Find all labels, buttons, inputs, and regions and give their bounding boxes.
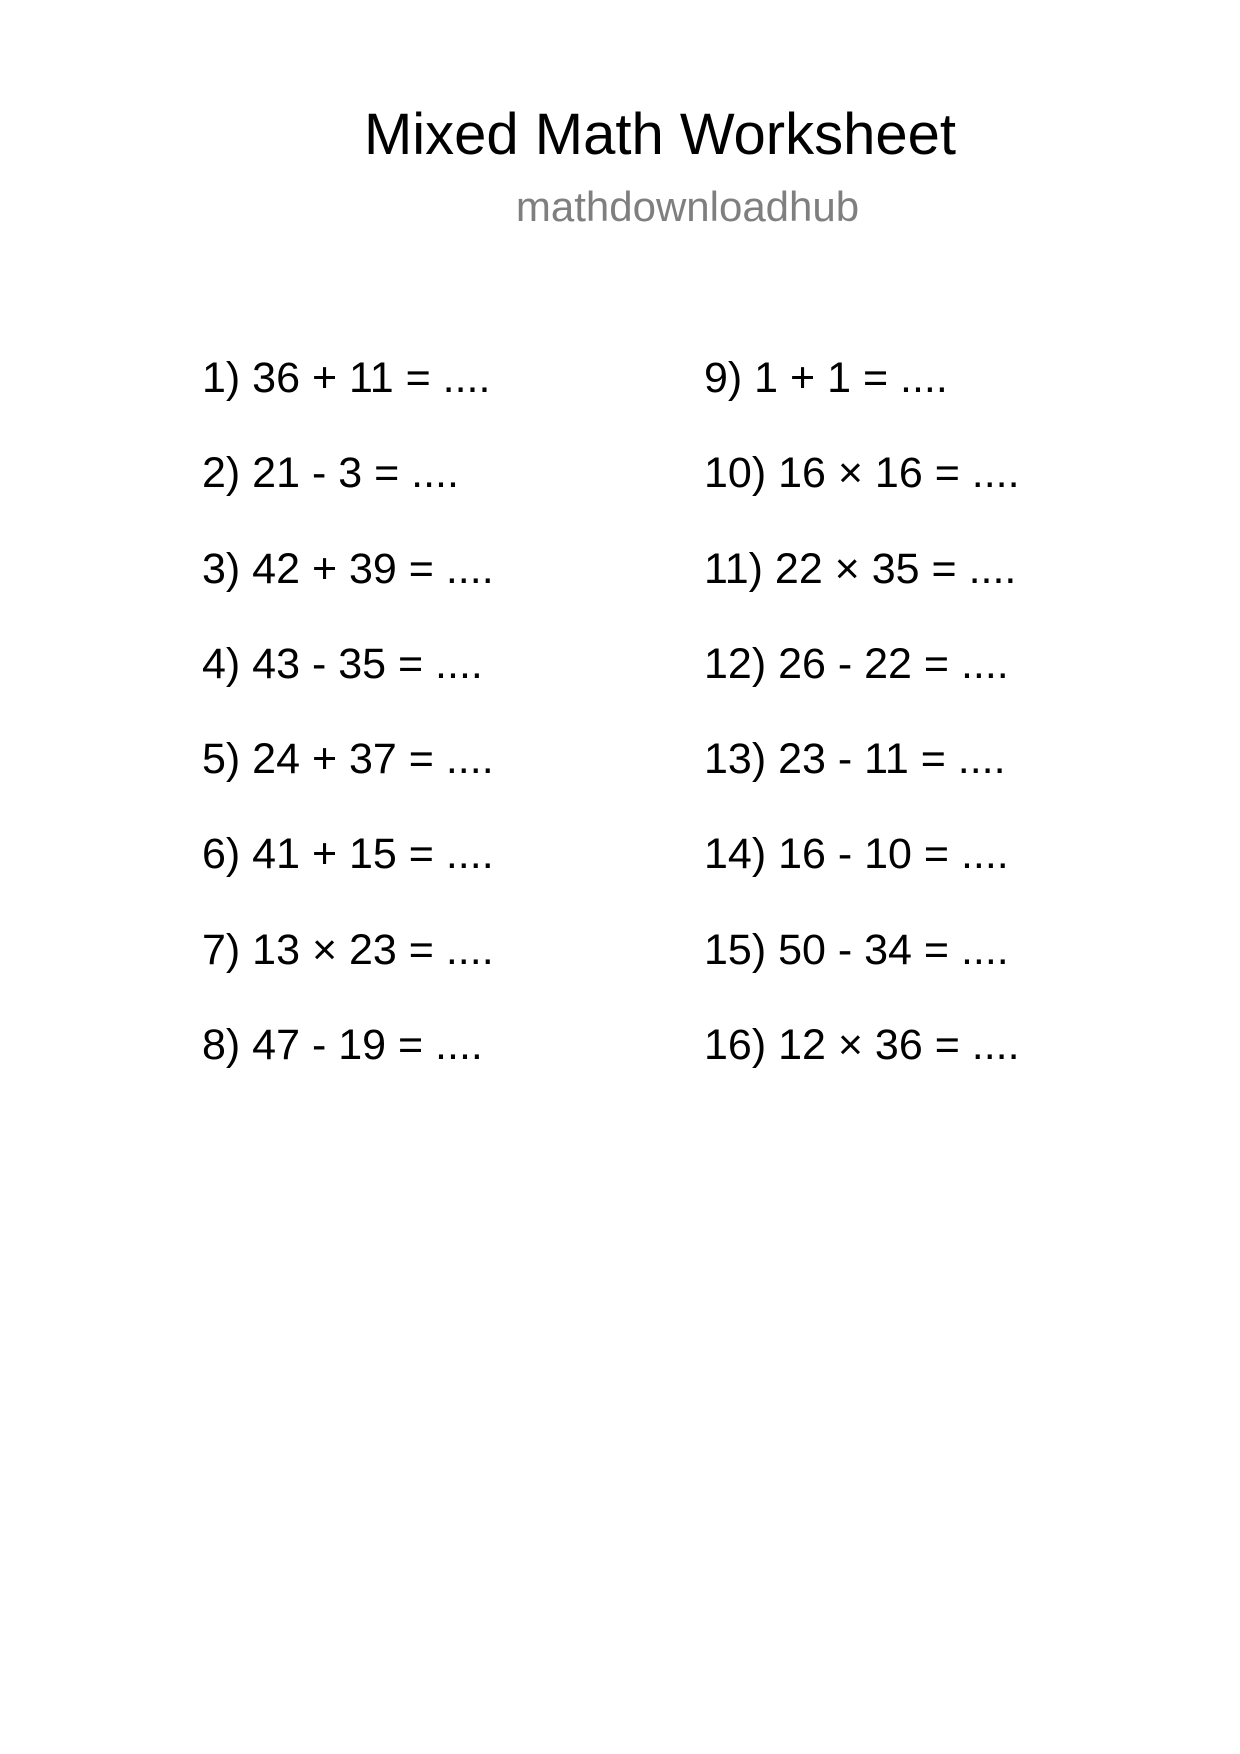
problem-7: 7) 13 × 23 = .... [202, 925, 494, 974]
problem-2: 2) 21 - 3 = .... [202, 449, 459, 498]
problem-5: 5) 24 + 37 = .... [202, 735, 494, 784]
problem-14: 14) 16 - 10 = .... [704, 830, 1009, 879]
worksheet-subtitle: mathdownloadhub [515, 183, 860, 230]
worksheet-title: Mixed Math Worksheet [363, 102, 957, 167]
problem-12: 12) 26 - 22 = .... [704, 639, 1009, 688]
problem-8: 8) 47 - 19 = .... [202, 1021, 483, 1070]
problem-9: 9) 1 + 1 = .... [704, 354, 948, 402]
problem-13: 13) 23 - 11 = .... [704, 735, 1006, 784]
problem-1: 1) 36 + 11 = .... [202, 354, 491, 402]
problem-4: 4) 43 - 35 = .... [202, 639, 483, 688]
problem-16: 16) 12 × 36 = .... [704, 1021, 1020, 1070]
problem-column-right [704, 353, 1224, 1115]
problem-6: 6) 41 + 15 = .... [202, 830, 494, 879]
problem-3: 3) 42 + 39 = .... [202, 544, 494, 593]
problem-15: 15) 50 - 34 = .... [704, 925, 1009, 974]
problem-10: 10) 16 × 16 = .... [704, 449, 1020, 498]
problem-11: 11) 22 × 35 = .... [704, 544, 1017, 593]
problem-column-left [202, 353, 722, 1115]
